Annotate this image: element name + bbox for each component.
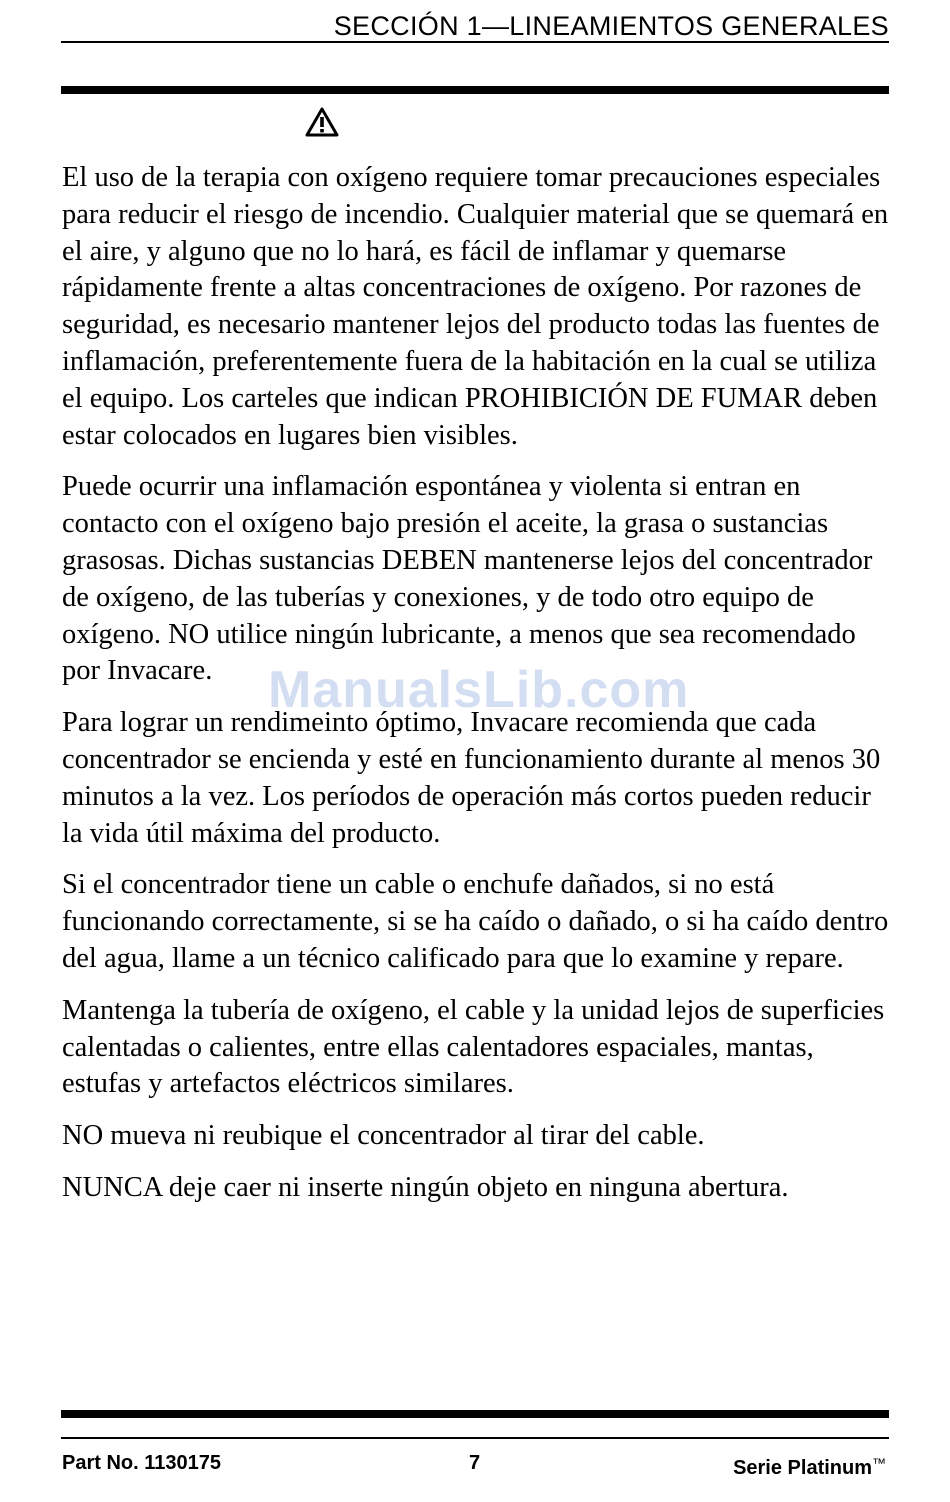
series-name <box>733 1449 886 1482</box>
footer-rule <box>61 1437 889 1439</box>
paragraph-heat-sources: Mantenga la tubería de oxígeno, el cable y la unidad lejos de superficies calentadas o calientes, entre ellas calentadores espaciales, mantas, estufas y artefactos eléctricos similares. <box>62 994 885 1100</box>
paragraph-fire-risk: El uso de la terapia con oxígeno requiere tomar precauciones especiales para reducir el riesgo de incendio. Cualquier material que se quemará en el aire, y alguno que no lo hará, es fácil de inflamar y quemarse rápidamente frente a altas concentraciones de oxígeno. Por razones de seguridad, es necesario mantener lejos del producto todas las fuentes de inflamación, preferentemente fuera de la habitación en la cual se utiliza el equipo. Los carteles que indican PROHIBICIÓN DE FUMAR deben estar colocados en lugares bien visibles. <box>62 162 889 451</box>
warning-body <box>62 160 892 1222</box>
paragraph-cord-pull: NO mueva ni reubique el concentrador al tirar del cable. <box>62 1120 705 1152</box>
part-number: Part No. 1130175 <box>62 1452 221 1474</box>
warning-triangle-icon <box>305 107 339 137</box>
page-number: 7 <box>469 1452 481 1474</box>
page-footer <box>62 1449 890 1479</box>
paragraph-run-time: Para lograr un rendimeinto óptimo, Invacare recomienda que cada concentrador se encienda y esté en funcionamiento durante al menos 30 minutos a la vez. Los períodos de operación más cortos pueden reducir la vida útil máxima del producto. <box>62 707 881 849</box>
header-rule <box>61 41 889 43</box>
warning-bottom-bar <box>61 1410 889 1418</box>
paragraph-damaged-cord: Si el concentrador tiene un cable o enchufe dañados, si no está funcionando correctamente, si se ha caído o dañado, o si ha caído dentro del agua, llame a un técnico calificado para que lo examine y repare. <box>62 869 889 974</box>
section-title: SECCIÓN 1—LINEAMIENTOS GENERALES <box>333 11 889 41</box>
warning-top-bar <box>61 86 889 94</box>
series-label: Serie Platinum <box>733 1457 872 1479</box>
trademark-symbol: ™ <box>872 1455 886 1471</box>
paragraph-openings: NUNCA deje caer ni inserte ningún objeto en ninguna abertura. <box>62 1171 789 1203</box>
watermark: ManualsLib.com <box>268 661 690 719</box>
paragraph-oil-grease: Puede ocurrir una inflamación espontánea y violenta si entran en contacto con el oxígeno bajo presión el aceite, la grasa o sustancias grasosas. Dichas sustancias DEBEN mantenerse lejos del concentrador de oxígeno, de las tuberías y conexiones, y de todo otro equipo de oxígeno. NO utilice ningún lubricante, a menos que sea recomendado por Invacare. <box>62 471 873 687</box>
